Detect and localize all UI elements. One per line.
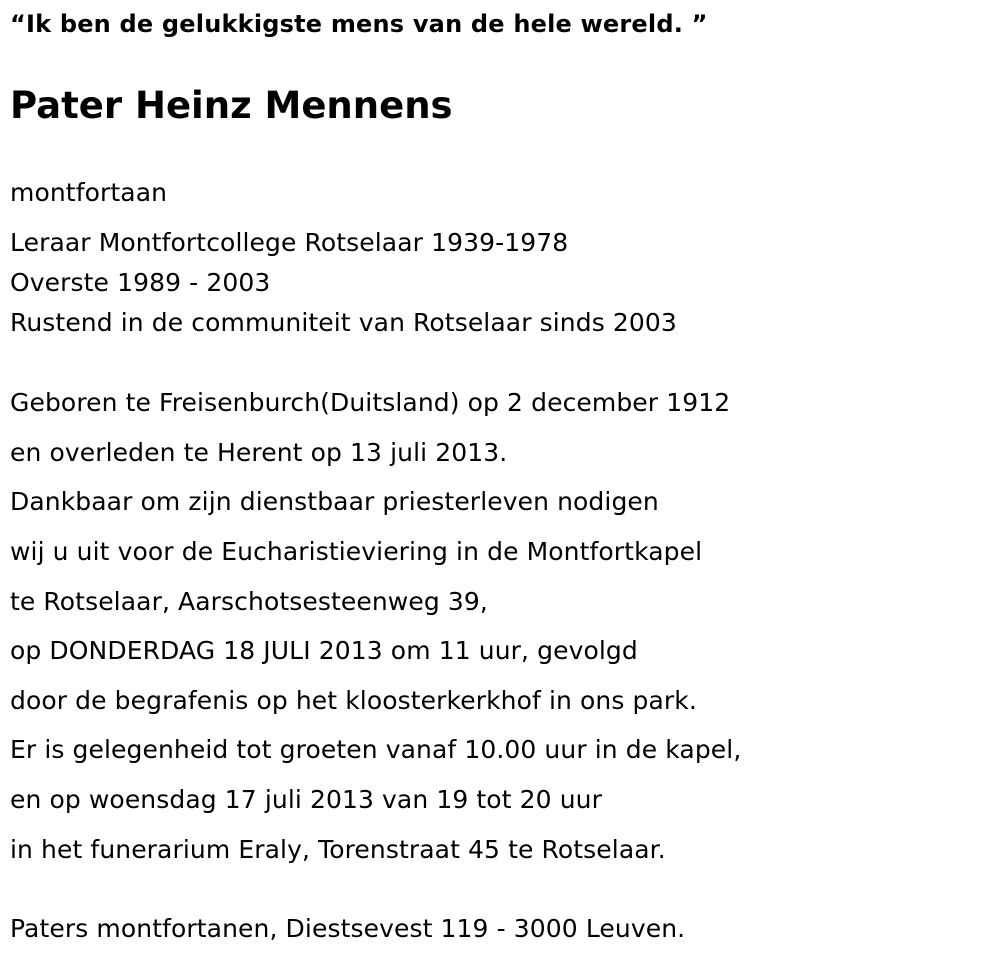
role-line: Leraar Montfortcollege Rotselaar 1939-1978 (10, 228, 569, 257)
role-line: Overste 1989 - 2003 (10, 268, 271, 297)
quote: “Ik ben de gelukkigste mens van de hele wereld. ” (10, 10, 708, 38)
announcement-line: Dankbaar om zijn dienstbaar priesterleven nodigen (10, 487, 659, 516)
announcement-line: te Rotselaar, Aarschotsesteenweg 39, (10, 587, 488, 616)
role-line: Rustend in de communiteit van Rotselaar sinds 2003 (10, 308, 677, 337)
announcement-line: Geboren te Freisenburch(Duitsland) op 2 december 1912 (10, 388, 731, 417)
order-label: montfortaan (10, 178, 168, 207)
announcement-line: wij u uit voor de Eucharistieviering in de Montfortkapel (10, 537, 703, 566)
announcement-line: Er is gelegenheid tot groeten vanaf 10.00 uur in de kapel, (10, 735, 742, 764)
announcement-line: en overleden te Herent op 13 juli 2013. (10, 438, 508, 467)
announcement-line: op DONDERDAG 18 JULI 2013 om 11 uur, gevolgd (10, 636, 638, 665)
announcement-line: en op woensdag 17 juli 2013 van 19 tot 20 uur (10, 785, 602, 814)
deceased-name: Pater Heinz Mennens (10, 84, 453, 127)
contact-address: Paters montfortanen, Diestsevest 119 - 3000 Leuven. (10, 914, 686, 943)
announcement-line: in het funerarium Eraly, Torenstraat 45 te Rotselaar. (10, 835, 666, 864)
announcement-line: door de begrafenis op het kloosterkerkhof in ons park. (10, 686, 697, 715)
